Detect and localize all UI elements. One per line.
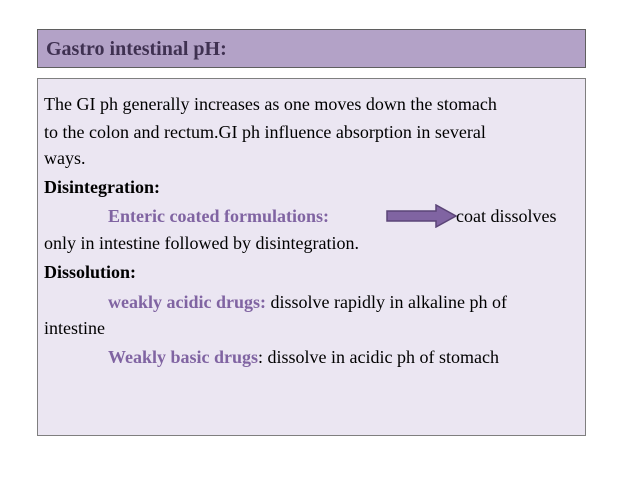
intro-line-1: The GI ph generally increases as one moves down the stomach bbox=[44, 94, 497, 114]
basic-drugs-text: : dissolve in acidic ph of stomach bbox=[258, 347, 499, 367]
intro-line-3: ways. bbox=[44, 148, 86, 168]
acidic-drugs-text: dissolve rapidly in alkaline ph of bbox=[270, 292, 507, 312]
disintegration-heading: Disintegration: bbox=[44, 177, 160, 197]
enteric-line-2: only in intestine followed by disintegration. bbox=[44, 233, 359, 253]
right-arrow-icon bbox=[386, 204, 458, 228]
enteric-label: Enteric coated formulations: bbox=[108, 206, 329, 226]
content-panel bbox=[37, 78, 586, 436]
slide-title: Gastro intestinal pH: bbox=[46, 38, 227, 60]
basic-drugs-line bbox=[108, 344, 499, 370]
basic-drugs-label: Weakly basic drugs bbox=[108, 347, 259, 367]
title-banner bbox=[37, 29, 586, 68]
intro-line-2: to the colon and rectum.GI ph influence absorption in several bbox=[44, 122, 486, 142]
enteric-result: coat dissolves bbox=[456, 206, 557, 226]
acidic-drugs-label: weakly acidic drugs: bbox=[108, 292, 267, 312]
dissolution-heading: Dissolution: bbox=[44, 262, 137, 282]
acidic-drugs-line-2: intestine bbox=[44, 318, 105, 338]
acidic-drugs-line bbox=[108, 289, 507, 315]
